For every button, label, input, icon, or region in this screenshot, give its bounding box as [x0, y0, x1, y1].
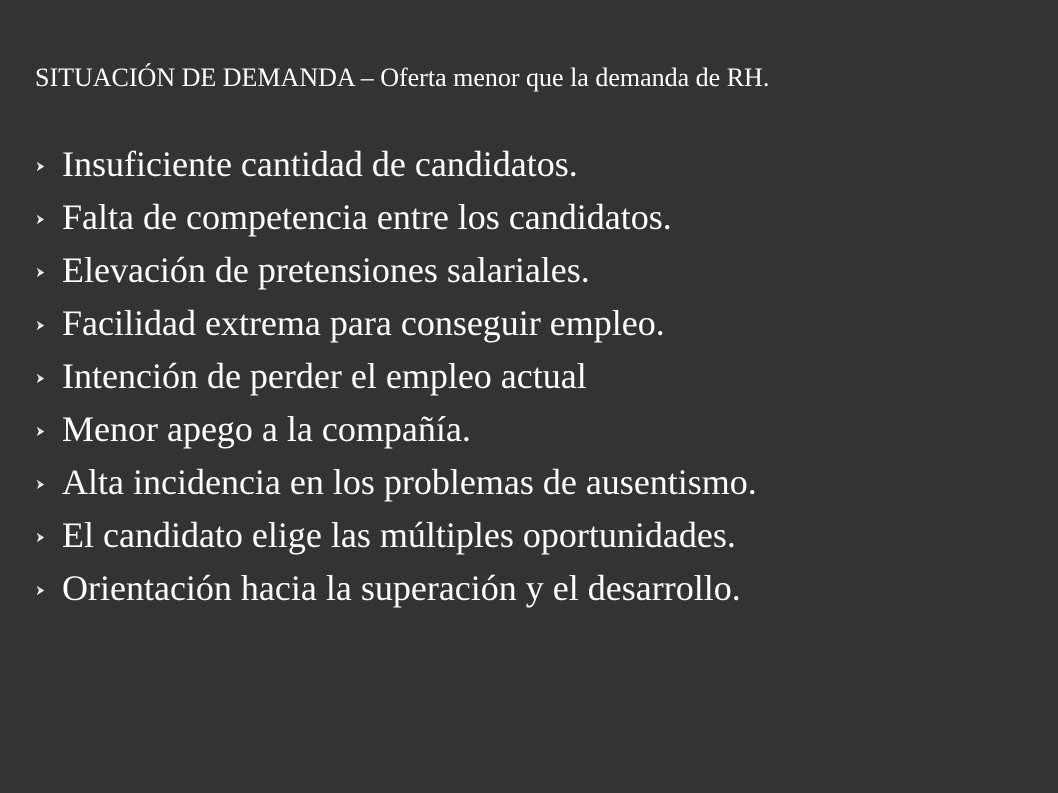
bullet-text: Menor apego a la compañía.	[62, 408, 471, 449]
arrowhead-bullet-icon	[35, 314, 62, 331]
bullet-item	[35, 508, 757, 561]
arrowhead-bullet-icon	[35, 526, 62, 543]
bullet-item	[35, 243, 757, 296]
bullet-list	[35, 137, 757, 614]
bullet-text: Falta de competencia entre los candidatos.	[62, 196, 672, 237]
bullet-text: Facilidad extrema para conseguir empleo.	[62, 302, 665, 343]
bullet-item	[35, 402, 757, 455]
arrowhead-bullet-icon	[35, 208, 62, 225]
arrowhead-bullet-icon	[35, 579, 62, 596]
slide-title: SITUACIÓN DE DEMANDA – Oferta menor que la demanda de RH.	[35, 63, 770, 92]
bullet-text: Insuficiente cantidad de candidatos.	[62, 143, 578, 184]
bullet-text: Intención de perder el empleo actual	[62, 355, 587, 396]
arrowhead-bullet-icon	[35, 261, 62, 278]
bullet-item	[35, 349, 757, 402]
arrowhead-bullet-icon	[35, 473, 62, 490]
bullet-item	[35, 137, 757, 190]
bullet-text: Orientación hacia la superación y el desarrollo.	[62, 567, 741, 608]
arrowhead-bullet-icon	[35, 367, 62, 384]
bullet-item	[35, 190, 757, 243]
bullet-text: Alta incidencia en los problemas de ausentismo.	[62, 461, 757, 502]
bullet-item	[35, 455, 757, 508]
bullet-item	[35, 561, 757, 614]
arrowhead-bullet-icon	[35, 420, 62, 437]
arrowhead-bullet-icon	[35, 155, 62, 172]
bullet-item	[35, 296, 757, 349]
bullet-text: El candidato elige las múltiples oportunidades.	[62, 514, 736, 555]
bullet-text: Elevación de pretensiones salariales.	[62, 249, 590, 290]
